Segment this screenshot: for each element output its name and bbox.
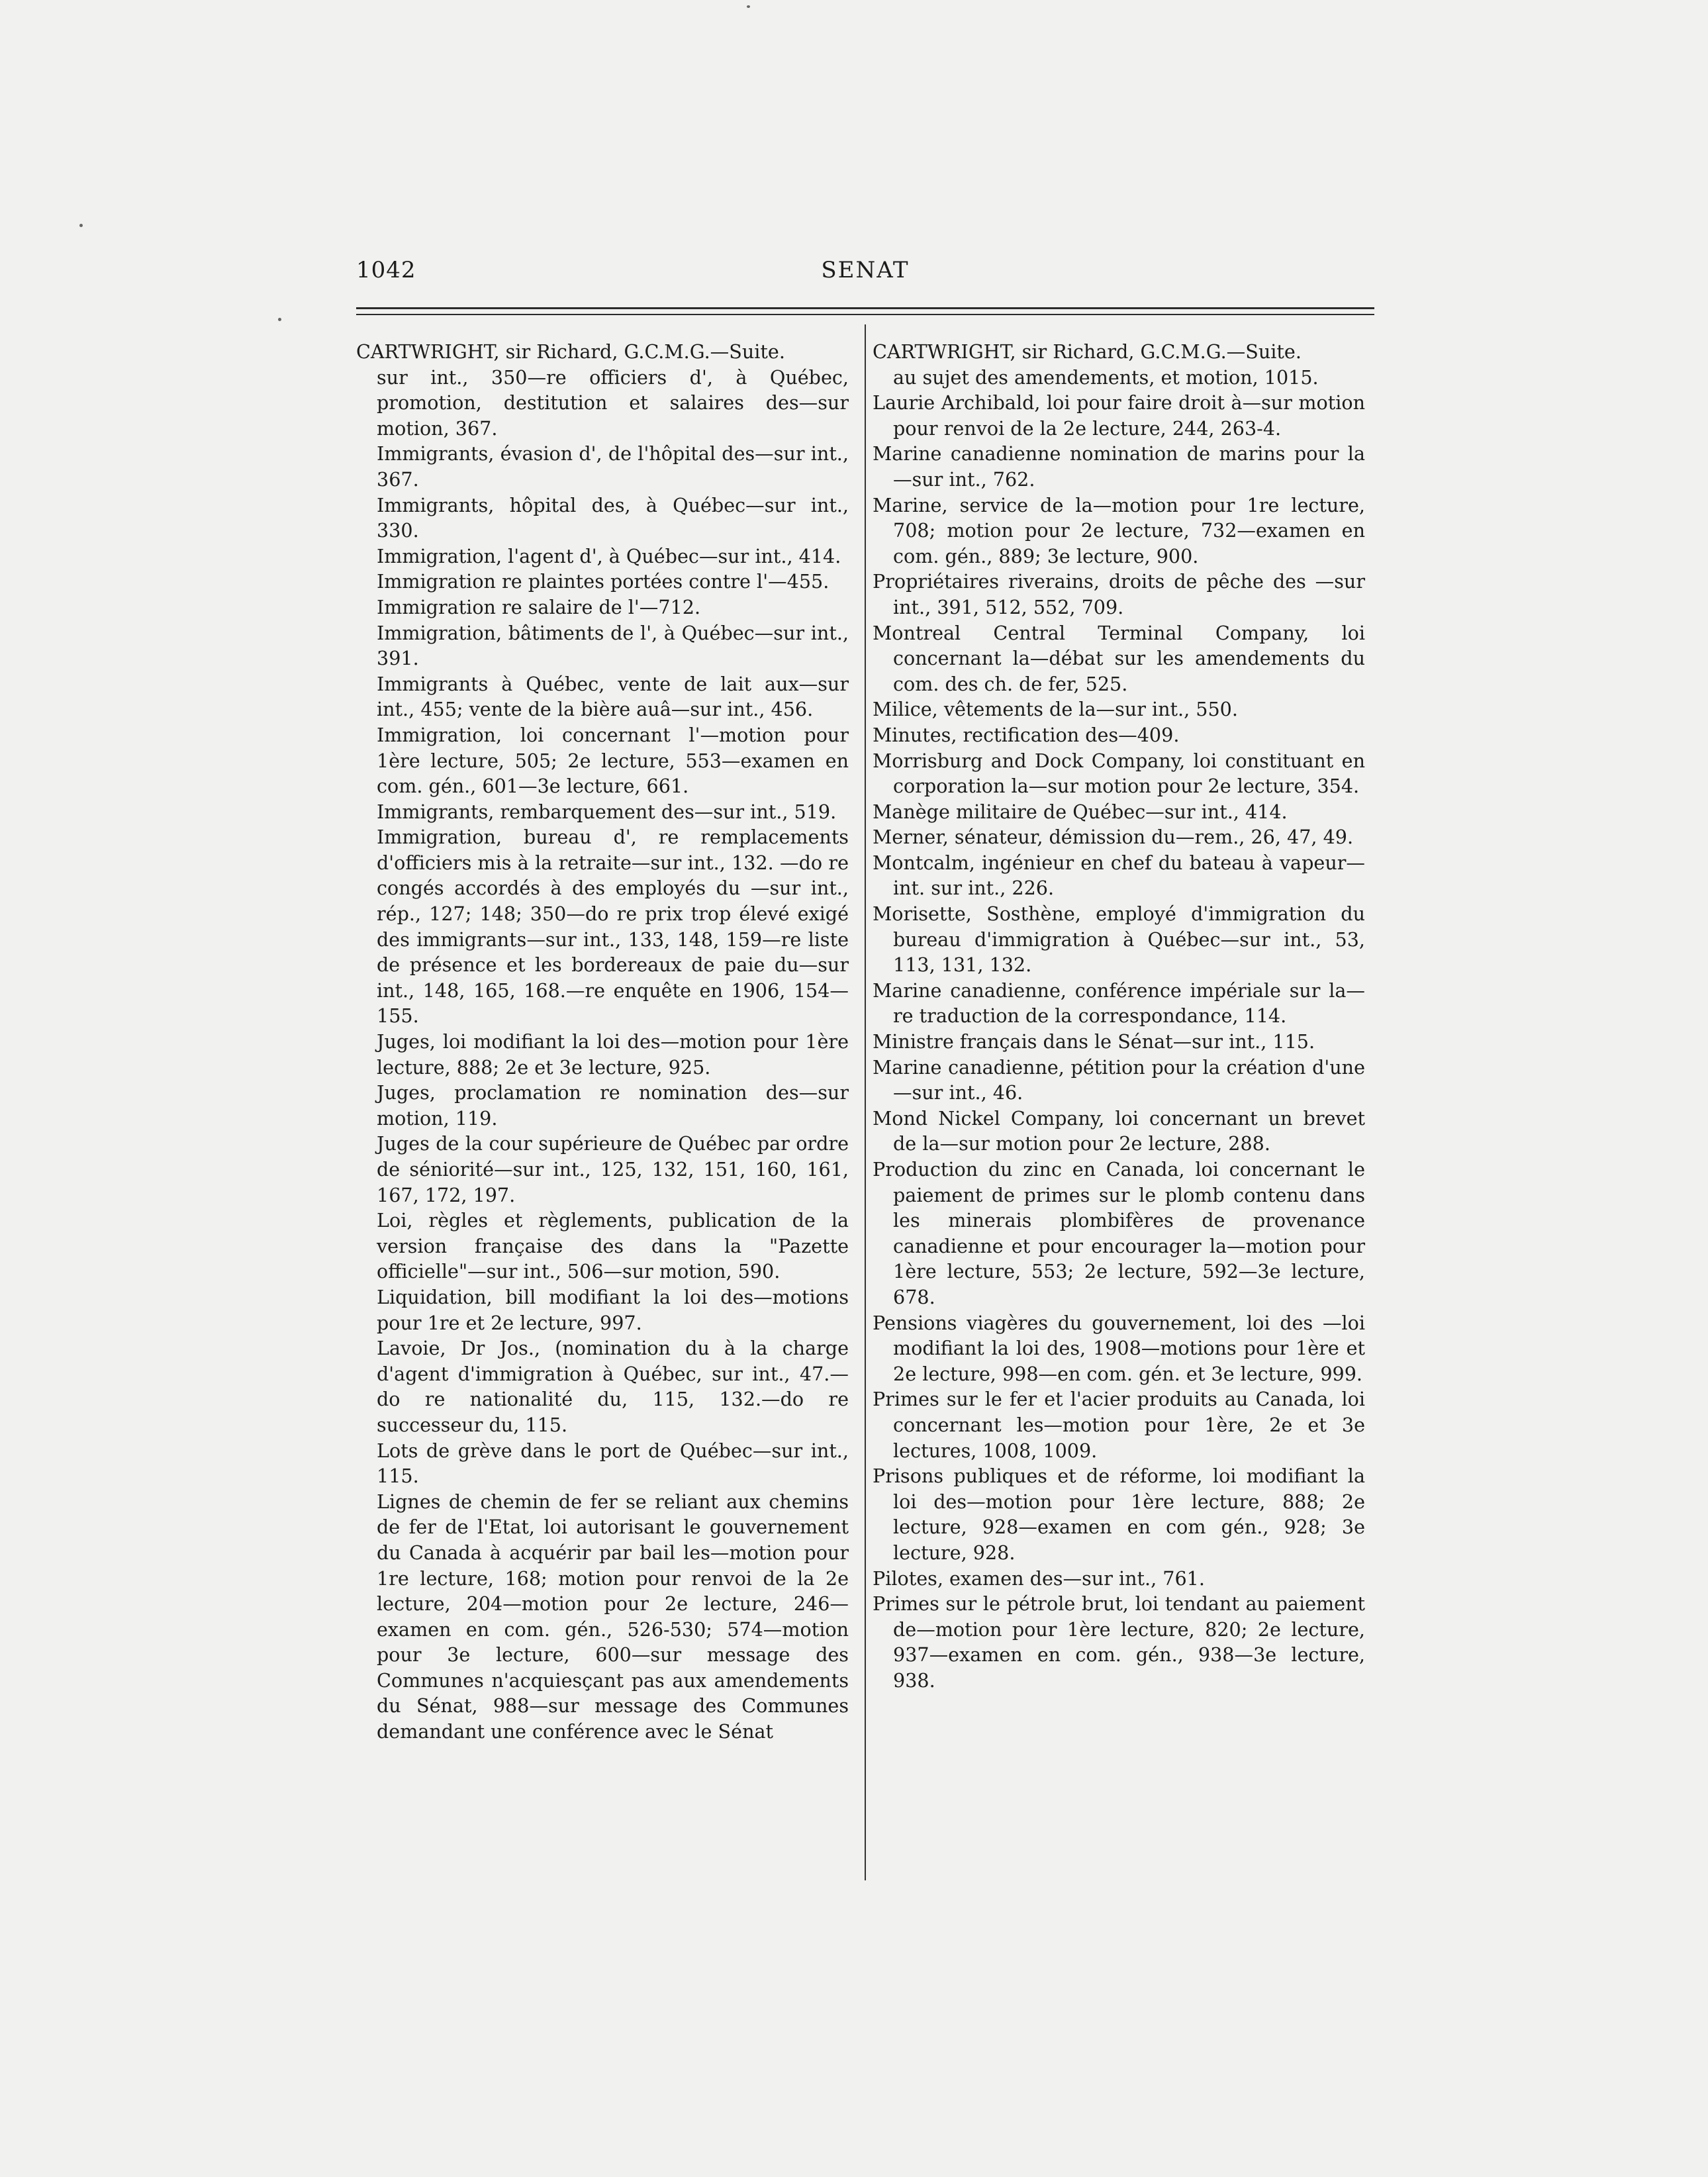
index-entry: Immigrants, rembarquement des—sur int., 519.	[377, 800, 837, 823]
index-entry: Loi, règles et règlements, publication de la version française des dans la "Pazette officielle"—sur int., 506—sur motion, 590.	[377, 1209, 849, 1283]
index-entry: Immigration, l'agent d', à Québec—sur int., 414.	[377, 544, 841, 567]
index-entry: Primes sur le fer et l'acier produits au Canada, loi concernant les—motion pour 1ère, 2e et 3e lectures, 1008, 1009.	[873, 1388, 1365, 1462]
index-entry: Production du zinc en Canada, loi concernant le paiement de primes sur le plomb contenu dans les minerais plombifères de provenance canadienne et pour encourager la—motion pour 1ère lecture, 553; 2e lecture, 592—3e lecture, 678.	[873, 1158, 1365, 1308]
index-entry: Lavoie, Dr Jos., (nomination du à la charge d'agent d'immigration à Québec, sur int., 47.—do re nationalité du, 115, 132.—do re successeur du, 115.	[377, 1337, 849, 1436]
page-number: 1042	[356, 257, 416, 283]
index-entry: Marine canadienne nomination de marins pour la—sur int., 762.	[873, 442, 1365, 491]
index-entry: Morrisburg and Dock Company, loi constituant en corporation la—sur motion pour 2e lecture, 354.	[873, 749, 1365, 798]
index-entry: Marine canadienne, pétition pour la création d'une—sur int., 46.	[873, 1055, 1365, 1104]
scan-speck	[747, 5, 750, 8]
header-rule-top	[356, 307, 1374, 309]
index-entry: Immigration re plaintes portées contre l'—455.	[377, 570, 830, 593]
page-header	[356, 257, 1374, 290]
index-entry: Marine, service de la—motion pour 1re lecture, 708; motion pour 2e lecture, 732—examen en com. gén., 889; 3e lecture, 900.	[873, 493, 1365, 567]
index-entry: Laurie Archibald, loi pour faire droit à—sur motion pour renvoi de la 2e lecture, 244, 263-4.	[873, 391, 1365, 440]
index-entry: Pilotes, examen des—sur int., 761.	[873, 1567, 1205, 1590]
index-entry: Mond Nickel Company, loi concernant un brevet de la—sur motion pour 2e lecture, 288.	[873, 1106, 1365, 1155]
index-entry: Manège militaire de Québec—sur int., 414.	[873, 800, 1288, 823]
right-column-heading: CARTWRIGHT, sir Richard, G.C.M.G.—Suite.	[873, 340, 1302, 363]
index-entry: Marine canadienne, conférence impériale sur la—re traduction de la correspondance, 114.	[873, 979, 1365, 1028]
index-entry: Immigration re salaire de l'—712.	[377, 595, 701, 618]
index-entry: Propriétaires riverains, droits de pêche des —sur int., 391, 512, 552, 709.	[873, 570, 1365, 618]
index-entry: Milice, vêtements de la—sur int., 550.	[873, 698, 1238, 721]
index-entry: Primes sur le pétrole brut, loi tendant au paiement de—motion pour 1ère lecture, 820; 2e lecture, 937—examen en com. gén., 938—3e lecture, 938.	[873, 1592, 1365, 1692]
index-entry: Immigrants, hôpital des, à Québec—sur int., 330.	[377, 493, 849, 542]
running-title: SENAT	[821, 257, 910, 283]
index-entry: Montcalm, ingénieur en chef du bateau à vapeur—int. sur int., 226.	[873, 851, 1365, 900]
index-entry: Juges de la cour supérieure de Québec par ordre de séniorité—sur int., 125, 132, 151, 160, 161, 167, 172, 197.	[377, 1132, 849, 1206]
index-entry: Ministre français dans le Sénat—sur int., 115.	[873, 1030, 1315, 1053]
index-entry: Liquidation, bill modifiant la loi des—motions pour 1re et 2e lecture, 997.	[377, 1285, 849, 1334]
index-entry: Juges, loi modifiant la loi des—motion pour 1ère lecture, 888; 2e et 3e lecture, 925.	[377, 1030, 849, 1079]
index-entry: Lots de grève dans le port de Québec—sur int., 115.	[377, 1439, 849, 1488]
index-entry: Immigration, bâtiments de l', à Québec—sur int., 391.	[377, 621, 849, 670]
index-entry: Immigration, bureau d', re remplacements d'officiers mis à la retraite—sur int., 132. —do re congés accordés à des employés du —sur int., rép., 127; 148; 350—do re prix trop élevé exigé des immigrants—sur int., 133, 148, 159—re liste de présence et les bordereaux de paie du—sur int., 148, 165, 168.—re enquête en 1906, 154—155.	[377, 826, 849, 1028]
scan-speck	[278, 318, 281, 321]
left-column-continuation: sur int., 350—re officiers d', à Québec, promotion, destitution et salaires des—sur motion, 367.	[377, 365, 849, 440]
column-divider	[865, 324, 866, 1880]
header-rule-bottom	[356, 314, 1374, 315]
left-column	[356, 339, 849, 1745]
right-column-continuation: au sujet des amendements, et motion, 1015.	[893, 365, 1319, 389]
index-entry: Morisette, Sosthène, employé d'immigration du bureau d'immigration à Québec—sur int., 53, 113, 131, 132.	[873, 902, 1365, 977]
index-entry: Juges, proclamation re nomination des—sur motion, 119.	[377, 1081, 849, 1130]
index-entry: Immigration, loi concernant l'—motion pour 1ère lecture, 505; 2e lecture, 553—examen en com. gén., 601—3e lecture, 661.	[377, 723, 849, 798]
index-entry: Immigrants à Québec, vente de lait aux—sur int., 455; vente de la bière auâ—sur int., 456.	[377, 672, 849, 721]
index-entry: Pensions viagères du gouvernement, loi des —loi modifiant la loi des, 1908—motions pour 1ère et 2e lecture, 998—en com. gén. et 3e lecture, 999.	[873, 1311, 1365, 1385]
scan-speck	[79, 224, 83, 227]
left-column-heading: CARTWRIGHT, sir Richard, G.C.M.G.—Suite.	[356, 340, 785, 363]
index-entry: Prisons publiques et de réforme, loi modifiant la loi des—motion pour 1ère lecture, 888; 2e lecture, 928—examen en com gén., 928; 3e lecture, 928.	[873, 1465, 1365, 1564]
right-column	[873, 339, 1365, 1693]
index-entry: Minutes, rectification des—409.	[873, 723, 1180, 746]
index-entry: Immigrants, évasion d', de l'hôpital des—sur int., 367.	[377, 442, 849, 491]
index-entry: Lignes de chemin de fer se reliant aux chemins de fer de l'Etat, loi autorisant le gouvernement du Canada à acquérir par bail les—motion pour 1re lecture, 168; motion pour renvoi de la 2e lecture, 204—motion pour 2e lecture, 246—examen en com. gén., 526-530; 574—motion pour 3e lecture, 600—sur message des Communes n'acquiesçant pas aux amendements du Sénat, 988—sur message des Communes demandant une conférence avec le Sénat	[377, 1490, 849, 1743]
index-entry: Montreal Central Terminal Company, loi concernant la—débat sur les amendements du com. des ch. de fer, 525.	[873, 621, 1365, 695]
index-entry: Merner, sénateur, démission du—rem., 26, 47, 49.	[873, 826, 1354, 849]
